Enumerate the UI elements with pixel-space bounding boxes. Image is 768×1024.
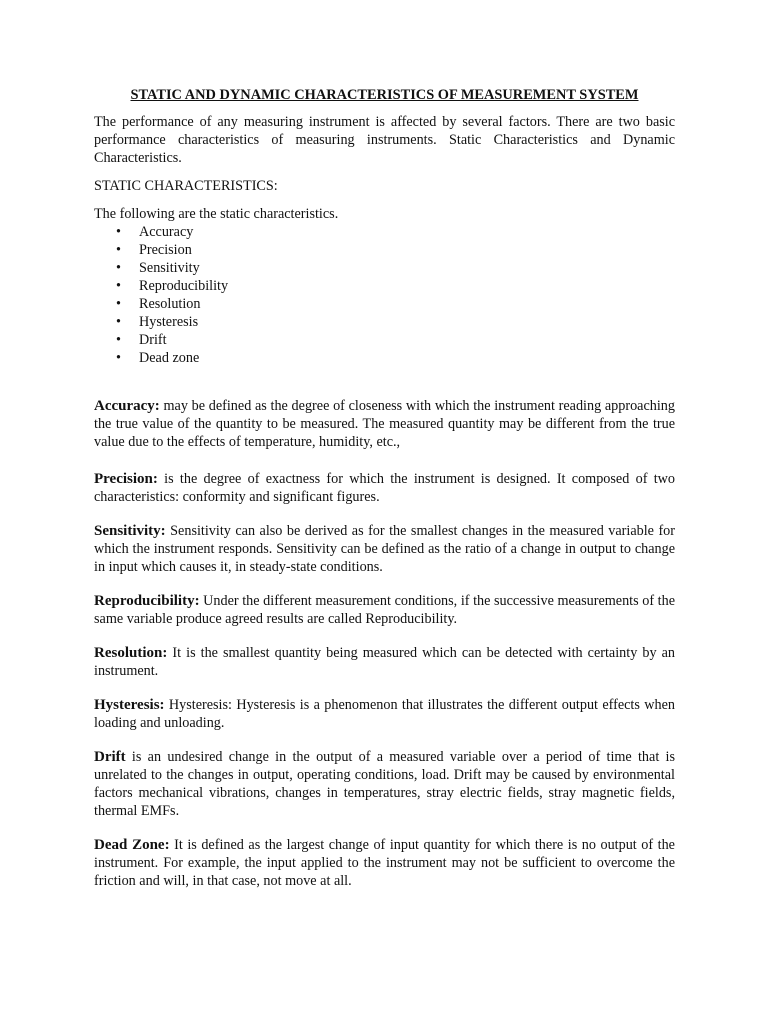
bullet-icon: • — [116, 314, 121, 330]
definition-dead-zone — [94, 836, 675, 890]
bullet-icon: • — [116, 350, 121, 366]
definition-text: Sensitivity can also be derived as for the smallest changes in the measured variable for which the instrument responds. Sensitivity can be defined as the ratio of a change in output to change in input which causes it, in steady-state conditions. — [94, 523, 675, 575]
bullet-icon: • — [116, 278, 121, 294]
bullet-icon: • — [116, 260, 121, 276]
document-title: STATIC AND DYNAMIC CHARACTERISTICS OF MEASUREMENT SYSTEM — [130, 87, 639, 103]
definition-text: may be defined as the degree of closeness with which the instrument reading approaching the true value of the quantity to be measured. The measured quantity may be different from the true value due to the effects of temperature, humidity, etc., — [94, 398, 675, 450]
definition-drift — [94, 748, 675, 820]
static-characteristics-list — [94, 223, 675, 367]
definition-term: Sensitivity: — [94, 523, 166, 539]
definition-text: It is the smallest quantity being measured which can be detected with certainty by an instrument. — [94, 645, 675, 679]
list-item — [116, 241, 675, 259]
list-item — [116, 349, 675, 367]
definition-text: is the degree of exactness for which the instrument is designed. It composed of two characteristics: conformity and significant figures. — [94, 471, 675, 505]
list-item-label: Hysteresis — [139, 314, 199, 330]
list-item — [116, 277, 675, 295]
definition-term: Hysteresis: — [94, 697, 165, 713]
list-item — [116, 223, 675, 241]
definition-text: It is defined as the largest change of input quantity for which there is no output of the instrument. For example, the input applied to the instrument may not be sufficient to overcome the friction and will, in that case, not move at all. — [94, 837, 675, 889]
definition-accuracy — [94, 397, 675, 451]
list-item — [116, 295, 675, 313]
list-intro: The following are the static characteristics. — [94, 206, 339, 222]
bullet-icon: • — [116, 242, 121, 258]
intro-paragraph: The performance of any measuring instrument is affected by several factors. There are two basic performance characteristics of measuring instruments. Static Characteristics and Dynamic Characteristics. — [94, 114, 675, 166]
definition-text: Under the different measurement conditions, if the successive measurements of the same variable produce agreed results are called Reproducibility. — [94, 593, 675, 627]
definition-term: Dead Zone: — [94, 837, 170, 853]
bullet-icon: • — [116, 296, 121, 312]
definition-text: is an undesired change in the output of a measured variable over a period of time that is unrelated to the changes in output, operating conditions, load. Drift may be caused by environmental factors mechanical vibrations, changes in temperatures, stray electric fields, stray magnetic fields, thermal EMFs. — [94, 749, 675, 819]
list-item — [116, 313, 675, 331]
definition-sensitivity — [94, 522, 675, 576]
definition-reproducibility — [94, 592, 675, 628]
list-item-label: Reproducibility — [139, 278, 229, 294]
list-item-label: Dead zone — [139, 350, 200, 366]
document-page — [94, 86, 675, 890]
list-item — [116, 331, 675, 349]
definition-resolution — [94, 644, 675, 680]
definition-text: Hysteresis: Hysteresis is a phenomenon that illustrates the different output effects when loading and unloading. — [94, 697, 675, 731]
list-item-label: Accuracy — [139, 224, 194, 240]
definition-hysteresis — [94, 696, 675, 732]
list-item-label: Drift — [139, 332, 167, 348]
bullet-icon: • — [116, 224, 121, 240]
definition-term: Precision: — [94, 471, 158, 487]
definition-precision — [94, 470, 675, 506]
bullet-icon: • — [116, 332, 121, 348]
definition-term: Resolution: — [94, 645, 168, 661]
definition-term: Drift — [94, 749, 126, 765]
static-characteristics-heading: STATIC CHARACTERISTICS: — [94, 178, 278, 194]
list-item — [116, 259, 675, 277]
list-item-label: Precision — [139, 242, 192, 258]
list-item-label: Sensitivity — [139, 260, 200, 276]
definition-term: Reproducibility: — [94, 593, 200, 609]
definition-term: Accuracy: — [94, 398, 160, 414]
list-item-label: Resolution — [139, 296, 201, 312]
